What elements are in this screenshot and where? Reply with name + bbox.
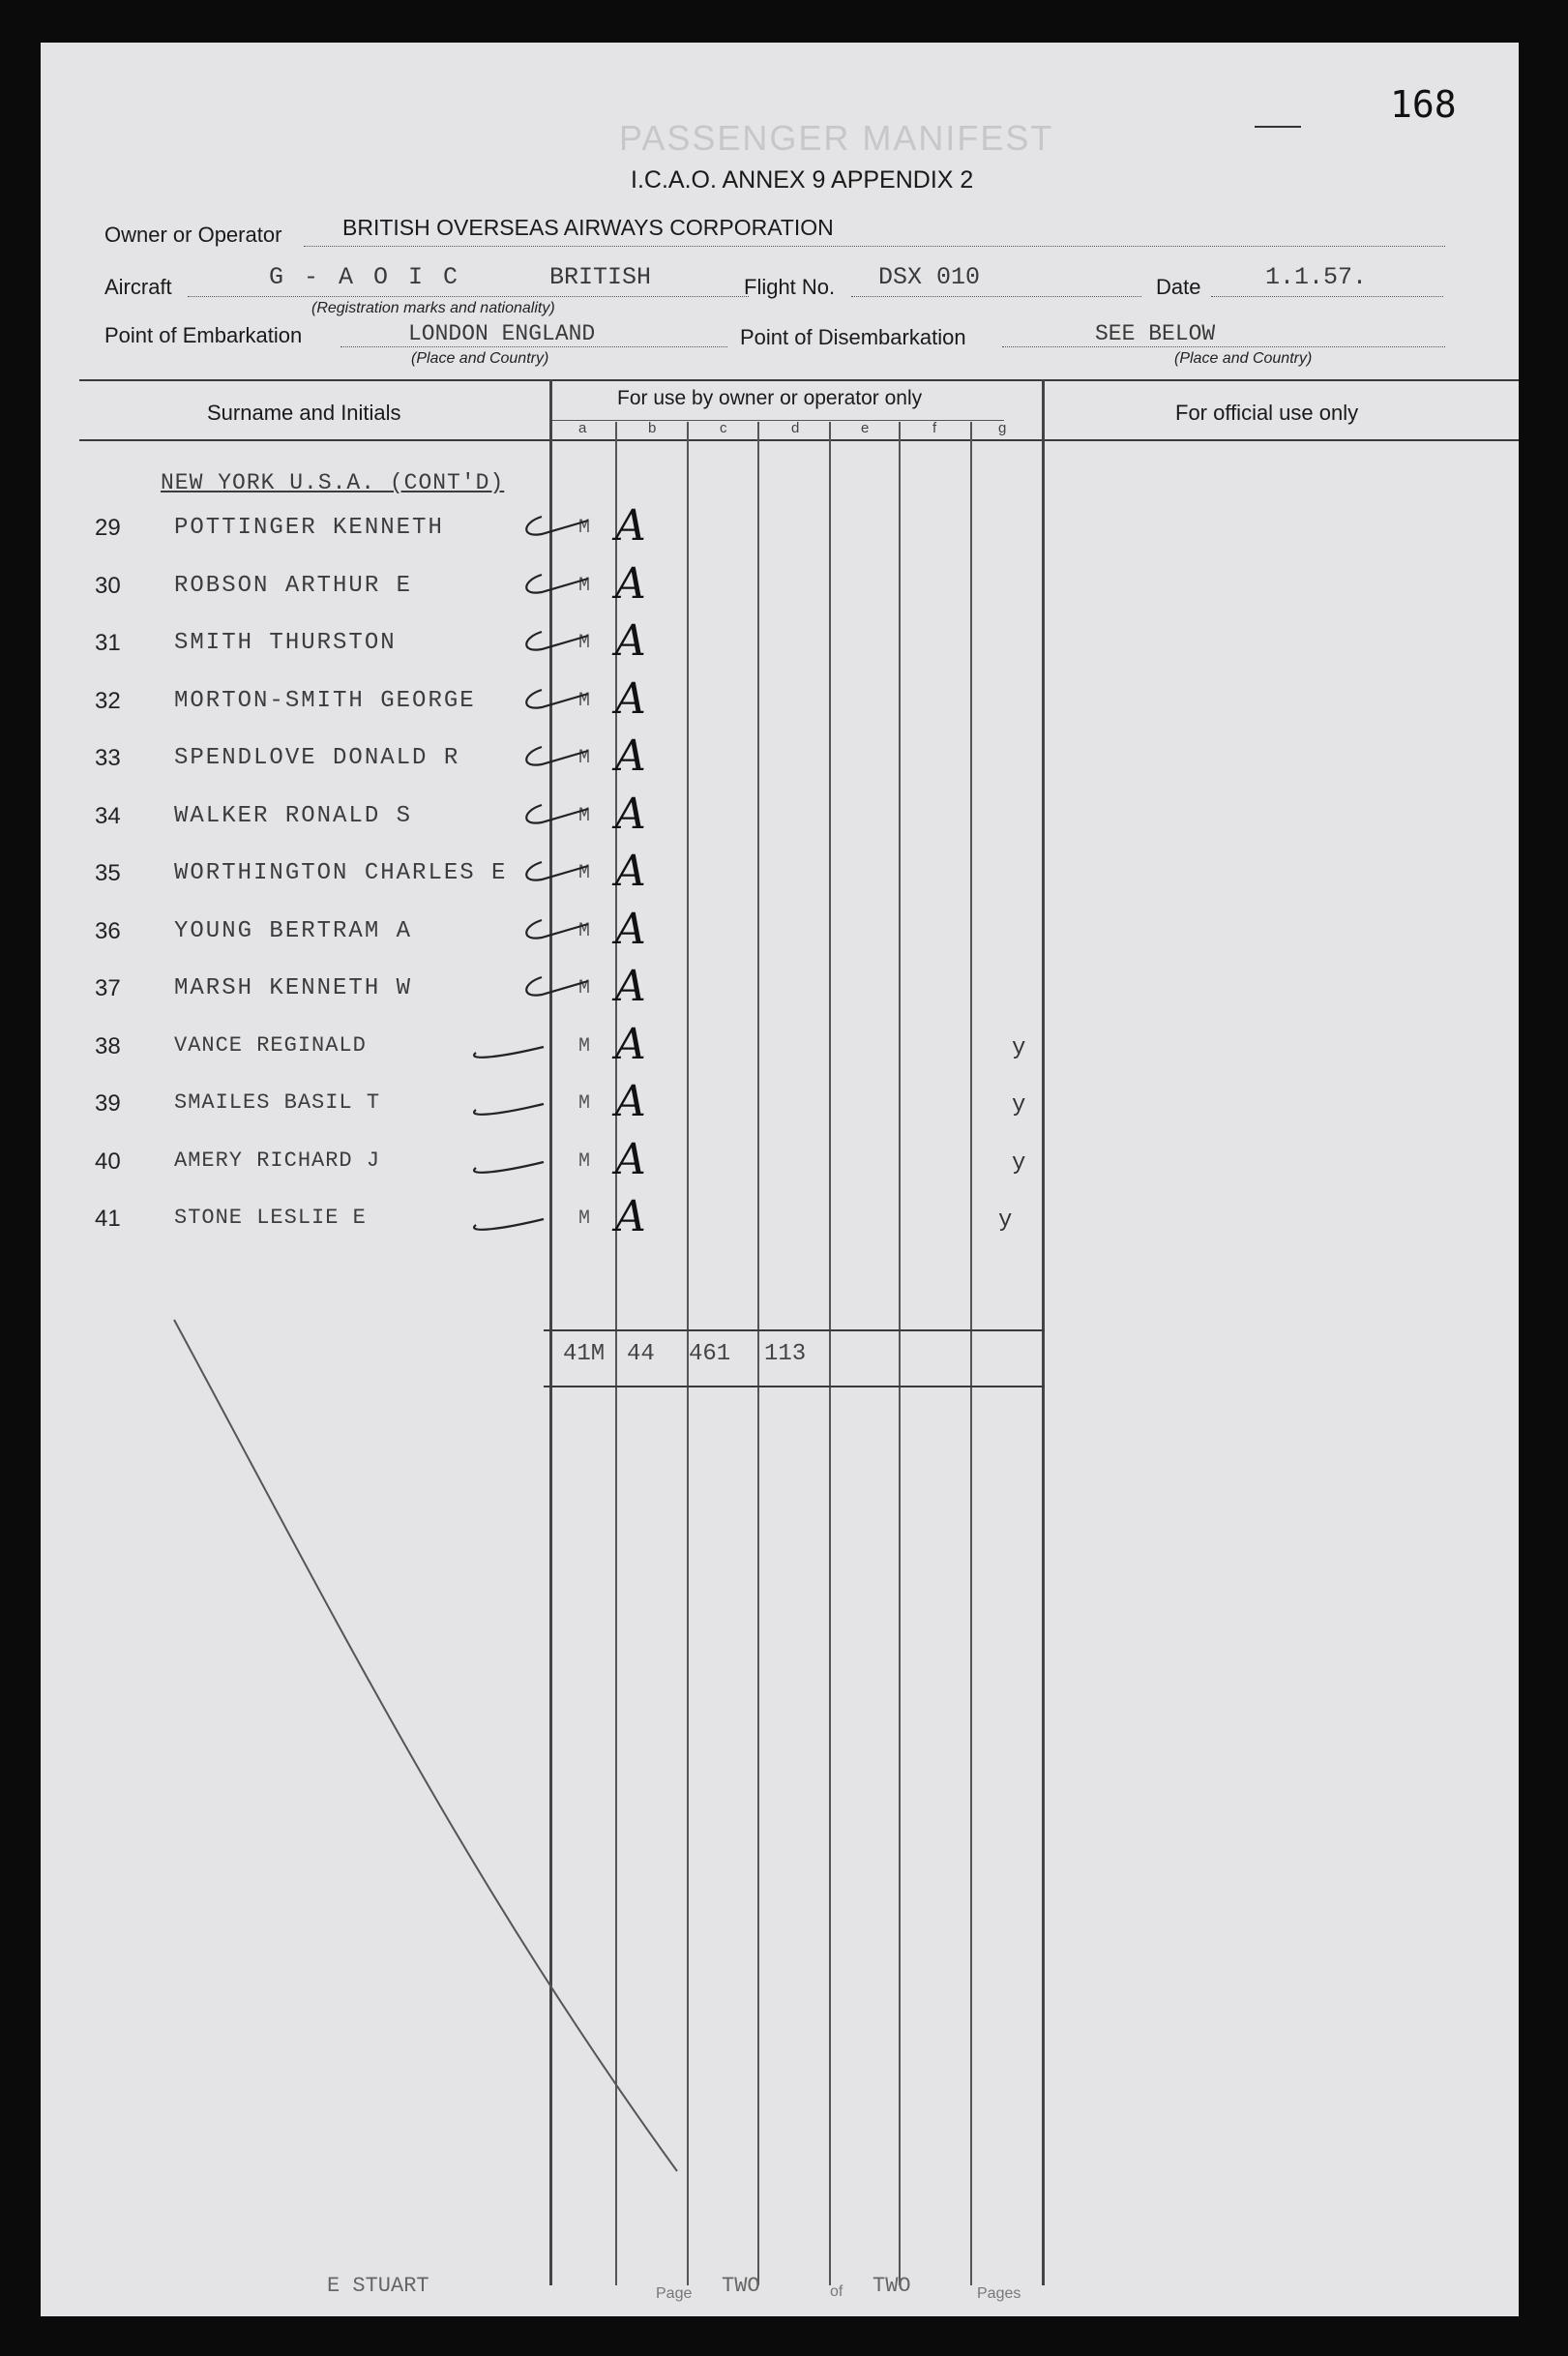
page-label: Page — [656, 2285, 693, 2302]
column-g-value: y — [1012, 1150, 1026, 1177]
handwritten-mark: A — [615, 962, 646, 1011]
passenger-name: MARSH KENNETH W — [174, 975, 413, 1001]
passenger-name: YOUNG BERTRAM A — [174, 918, 413, 944]
row-number: 38 — [95, 1033, 121, 1059]
sex-value: M — [578, 1208, 591, 1230]
form-subtitle: I.C.A.O. ANNEX 9 APPENDIX 2 — [631, 166, 974, 194]
sex-value: M — [578, 690, 591, 712]
passenger-name: AMERY RICHARD J — [174, 1148, 381, 1173]
registration-caption: (Registration marks and nationality) — [311, 300, 555, 316]
embark-caption: (Place and Country) — [411, 350, 549, 367]
embark-label: Point of Embarkation — [104, 323, 303, 347]
col-owner-use: For use by owner or operator only — [617, 387, 923, 409]
disembark-caption: (Place and Country) — [1174, 350, 1313, 367]
handwritten-mark: A — [615, 674, 646, 724]
signature: E STUART — [327, 2274, 429, 2298]
row-number: 41 — [95, 1206, 121, 1232]
cancel-diagonal-line — [41, 43, 1519, 2316]
sub-column-g: g — [998, 420, 1007, 436]
passenger-name: STONE LESLIE E — [174, 1206, 367, 1230]
handwritten-mark: A — [615, 1077, 646, 1126]
disembark-label: Point of Disembarkation — [740, 325, 966, 349]
sex-value: M — [578, 517, 591, 539]
handwritten-mark: A — [615, 1192, 646, 1241]
total-d: 113 — [764, 1341, 807, 1367]
row-number: 40 — [95, 1148, 121, 1175]
total-c: 461 — [689, 1341, 731, 1367]
row-number: 33 — [95, 745, 121, 771]
column-g-value: y — [1012, 1092, 1026, 1118]
owner-label: Owner or Operator — [104, 223, 282, 247]
row-number: 37 — [95, 975, 121, 1001]
column-g-value: y — [1012, 1035, 1026, 1061]
passenger-name: SMITH THURSTON — [174, 630, 397, 656]
row-number: 35 — [95, 860, 121, 886]
row-number: 30 — [95, 573, 121, 599]
total-a: 41M — [563, 1341, 606, 1367]
aircraft-value: G - A O I C — [269, 263, 461, 291]
row-number: 31 — [95, 630, 121, 656]
section-header: NEW YORK U.S.A. (CONT'D) — [161, 470, 505, 495]
total-b: 44 — [627, 1341, 655, 1367]
row-number: 32 — [95, 688, 121, 714]
nationality-value: BRITISH — [549, 263, 652, 291]
passenger-name: POTTINGER KENNETH — [174, 515, 444, 541]
handwritten-mark: A — [615, 1020, 646, 1069]
sex-value: M — [578, 920, 591, 942]
sub-column-a: a — [578, 420, 587, 436]
handwritten-mark: A — [615, 501, 646, 551]
passenger-name: SPENDLOVE DONALD R — [174, 745, 460, 771]
handwritten-mark: A — [615, 1135, 646, 1184]
sex-value: M — [578, 1035, 591, 1058]
row-number: 36 — [95, 918, 121, 944]
flight-value: DSX 010 — [878, 263, 981, 291]
sex-value: M — [578, 862, 591, 884]
col-surname: Surname and Initials — [207, 401, 401, 425]
owner-value: BRITISH OVERSEAS AIRWAYS CORPORATION — [342, 215, 834, 240]
handwritten-mark: A — [615, 847, 646, 896]
sub-column-e: e — [861, 420, 870, 436]
of-label: of — [830, 2283, 843, 2300]
disembark-value: SEE BELOW — [1095, 321, 1216, 346]
handwritten-mark: A — [615, 905, 646, 954]
col-official: For official use only — [1175, 401, 1359, 425]
column-g-value: y — [998, 1208, 1013, 1234]
date-label: Date — [1156, 275, 1201, 299]
sex-value: M — [578, 575, 591, 597]
embark-value: LONDON ENGLAND — [408, 321, 596, 346]
sex-value: M — [578, 1150, 591, 1173]
handwritten-mark: A — [615, 616, 646, 666]
sex-value: M — [578, 805, 591, 827]
pages-label: Pages — [977, 2285, 1021, 2302]
sub-column-b: b — [648, 420, 657, 436]
flight-label: Flight No. — [744, 275, 836, 299]
handwritten-mark: A — [615, 731, 646, 781]
sub-column-c: c — [720, 420, 727, 436]
of-value: TWO — [873, 2274, 911, 2298]
passenger-name: VANCE REGINALD — [174, 1033, 367, 1058]
form-title: PASSENGER MANIFEST — [619, 118, 1054, 158]
row-number: 29 — [95, 515, 121, 541]
sex-value: M — [578, 747, 591, 769]
passenger-name: SMAILES BASIL T — [174, 1090, 381, 1115]
sex-value: M — [578, 632, 591, 654]
page-number: 168 — [1390, 83, 1457, 126]
page-value: TWO — [722, 2274, 760, 2298]
passenger-name: WALKER RONALD S — [174, 803, 413, 829]
sub-column-d: d — [791, 420, 800, 436]
handwritten-mark: A — [615, 790, 646, 839]
date-value: 1.1.57. — [1265, 263, 1368, 291]
passenger-name: ROBSON ARTHUR E — [174, 573, 413, 599]
handwritten-mark: A — [615, 559, 646, 609]
row-number: 34 — [95, 803, 121, 829]
sex-value: M — [578, 977, 591, 999]
passenger-name: MORTON-SMITH GEORGE — [174, 688, 476, 714]
sub-column-f: f — [932, 420, 937, 436]
passenger-name: WORTHINGTON CHARLES E — [174, 860, 508, 886]
manifest-sheet — [41, 43, 1519, 2316]
aircraft-label: Aircraft — [104, 275, 172, 299]
row-number: 39 — [95, 1090, 121, 1117]
sex-value: M — [578, 1092, 591, 1115]
